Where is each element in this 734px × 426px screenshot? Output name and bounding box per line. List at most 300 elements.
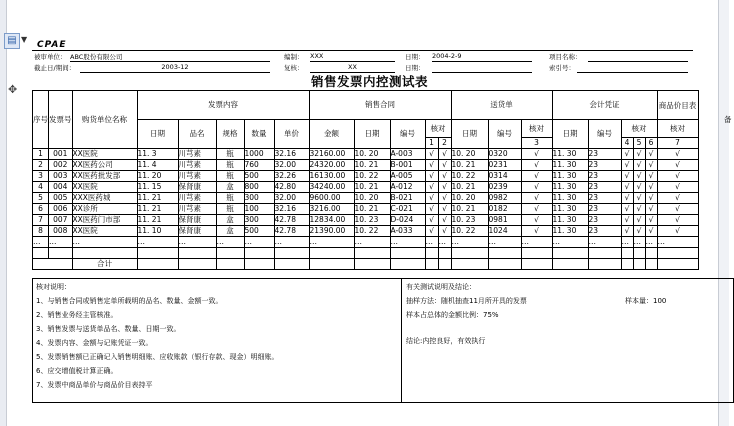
ellipsis-cell: … — [621, 237, 633, 248]
note-item: 3、销售发票与送货单品名、数量、日期一致。 — [36, 325, 181, 333]
sub-contract-no: 编号 — [390, 120, 425, 149]
table-cell: XX医药批发部 — [72, 171, 137, 182]
table-cell: √ — [425, 171, 438, 182]
date-label-2: 日期： — [405, 64, 425, 72]
table-cell: √ — [657, 149, 698, 160]
ellipsis-cell: … — [354, 237, 390, 248]
index-value — [577, 63, 688, 73]
table-cell: 6 — [33, 204, 49, 215]
table-cell: 1024 — [488, 226, 521, 237]
blank-cell — [178, 248, 216, 259]
table-cell: 32.00 — [274, 193, 309, 204]
preparer-value: XXX — [310, 52, 395, 62]
table-row — [33, 149, 699, 160]
table-cell: √ — [657, 182, 698, 193]
table-cell: √ — [657, 215, 698, 226]
table-cell: 10. 22 — [354, 226, 390, 237]
table-cell: 0231 — [488, 160, 521, 171]
table-cell: √ — [657, 204, 698, 215]
table-cell: √ — [425, 160, 438, 171]
table-cell: B-021 — [390, 193, 425, 204]
note-item: 1、与销售合同或销售定单所载明的品名、数量、金额一致。 — [36, 297, 223, 305]
ellipsis-row — [33, 237, 699, 248]
table-cell: 10. 21 — [354, 160, 390, 171]
table-cell: A-003 — [390, 149, 425, 160]
table-cell: 1000 — [244, 149, 274, 160]
table-cell: A-012 — [390, 182, 425, 193]
sub-voucher-check: 核对 — [621, 120, 657, 138]
blank-cell — [633, 259, 645, 270]
control-test-table — [32, 90, 699, 270]
table-cell: 800 — [244, 182, 274, 193]
table-cell: 23 — [588, 215, 621, 226]
table-row — [33, 204, 699, 215]
check-num-5: 5 — [633, 138, 645, 149]
table-cell: 11. 21 — [137, 215, 178, 226]
preparer-label: 编制： — [284, 53, 304, 61]
ellipsis-cell: … — [72, 237, 137, 248]
table-cell: XX医院 — [72, 182, 137, 193]
table-cell: √ — [425, 215, 438, 226]
table-cell: 7 — [33, 215, 49, 226]
table-cell: 32.00 — [274, 160, 309, 171]
ellipsis-cell: … — [438, 237, 451, 248]
table-move-handle-icon[interactable]: ✥ — [8, 83, 18, 96]
table-cell: XX医院 — [72, 226, 137, 237]
ellipsis-cell: … — [552, 237, 588, 248]
table-cell: 5 — [33, 193, 49, 204]
table-cell: √ — [621, 204, 633, 215]
ellipsis-cell: … — [633, 237, 645, 248]
blank-cell — [216, 248, 244, 259]
table-cell: XX医药门市部 — [72, 215, 137, 226]
table-cell: √ — [425, 226, 438, 237]
blank-cell — [633, 248, 645, 259]
table-cell: 11. 30 — [552, 193, 588, 204]
table-cell: 瓶 — [216, 160, 244, 171]
table-cell: √ — [438, 193, 451, 204]
blank-cell — [521, 248, 552, 259]
table-cell: 保肾康 — [178, 215, 216, 226]
blank-cell — [488, 248, 521, 259]
table-cell: √ — [425, 149, 438, 160]
blank-cell — [438, 248, 451, 259]
table-cell: 10. 21 — [451, 204, 488, 215]
group-price-list: 商品价目表 — [657, 91, 698, 120]
blank-cell — [274, 248, 309, 259]
table-row — [33, 182, 699, 193]
table-cell: 23 — [588, 193, 621, 204]
table-cell: √ — [657, 226, 698, 237]
blank-cell — [621, 248, 633, 259]
table-cell: 瓶 — [216, 193, 244, 204]
date-value-2 — [432, 63, 532, 73]
date-label-1: 日期： — [405, 53, 425, 61]
blank-cell — [178, 259, 216, 270]
table-cell: √ — [521, 193, 552, 204]
table-cell: 008 — [49, 226, 73, 237]
table-cell: 8 — [33, 226, 49, 237]
table-cell: 32160.00 — [309, 149, 354, 160]
note-item: 4、发票内容、金额与记账凭证一致。 — [36, 339, 153, 347]
ellipsis-cell: … — [244, 237, 274, 248]
blank-cell — [390, 248, 425, 259]
table-cell: 23 — [588, 182, 621, 193]
blank-cell — [244, 259, 274, 270]
table-cell: 0314 — [488, 171, 521, 182]
table-cell: √ — [645, 171, 657, 182]
blank-cell — [33, 259, 73, 270]
table-cell: √ — [657, 171, 698, 182]
table-cell: √ — [425, 182, 438, 193]
date-value-1: 2004-2-9 — [432, 52, 532, 62]
table-cell: 12834.00 — [309, 215, 354, 226]
table-cell: 002 — [49, 160, 73, 171]
check-num-1: 1 — [425, 138, 438, 149]
sub-name: 品名 — [178, 120, 216, 149]
sub-price-check: 核对 — [657, 120, 698, 138]
table-cell: √ — [521, 226, 552, 237]
document-page — [15, 0, 732, 426]
table-cell: 10. 22 — [354, 171, 390, 182]
table-cell: 川芎素 — [178, 193, 216, 204]
col-invoice-no: 发票号 — [49, 91, 73, 149]
table-cell: √ — [425, 204, 438, 215]
table-cell: 10. 20 — [354, 193, 390, 204]
sub-voucher-date: 日期 — [552, 120, 588, 149]
sub-amount: 金额 — [309, 120, 354, 149]
table-cell: 10. 22 — [451, 171, 488, 182]
sample-size: 样本量：100 — [625, 297, 667, 305]
table-cell: √ — [438, 226, 451, 237]
table-cell: 0182 — [488, 204, 521, 215]
blank-cell — [552, 259, 588, 270]
table-cell: √ — [633, 193, 645, 204]
ellipsis-cell: … — [274, 237, 309, 248]
table-cell: 川芎素 — [178, 204, 216, 215]
table-cell: 005 — [49, 193, 73, 204]
check-num-7: 7 — [657, 138, 698, 149]
table-cell: √ — [645, 160, 657, 171]
blank-cell — [552, 248, 588, 259]
col-remarks: 备 — [724, 115, 732, 124]
group-invoice-content: 发票内容 — [137, 91, 309, 120]
ellipsis-cell: … — [588, 237, 621, 248]
table-cell: √ — [645, 226, 657, 237]
notes-right-title: 有关测试说明及结论： — [406, 283, 476, 291]
table-cell: √ — [621, 182, 633, 193]
table-cell: 11. 30 — [552, 215, 588, 226]
table-cell: 2 — [33, 160, 49, 171]
blank-row — [33, 248, 699, 259]
table-cell: √ — [438, 171, 451, 182]
blank-cell — [33, 248, 49, 259]
table-cell: 34240.00 — [309, 182, 354, 193]
index-label: 索引号： — [549, 64, 575, 72]
table-cell: 0982 — [488, 193, 521, 204]
total-row — [33, 259, 699, 270]
table-row — [33, 193, 699, 204]
blank-cell — [657, 248, 698, 259]
table-cell: √ — [657, 193, 698, 204]
blank-cell — [354, 259, 390, 270]
table-cell: 瓶 — [216, 149, 244, 160]
table-cell: 32.16 — [274, 204, 309, 215]
table-cell: 23 — [588, 226, 621, 237]
table-cell: 001 — [49, 149, 73, 160]
firm-logo: CPAE — [37, 40, 67, 50]
table-row — [33, 226, 699, 237]
table-cell: 23 — [588, 149, 621, 160]
note-item: 2、销售业务经主管核准。 — [36, 311, 118, 319]
table-cell: 42.78 — [274, 226, 309, 237]
check-num-6: 6 — [645, 138, 657, 149]
ellipsis-cell: … — [33, 237, 49, 248]
conclusion: 结论:内控良好，有效执行 — [406, 337, 486, 345]
table-cell: √ — [633, 182, 645, 193]
table-cell: √ — [521, 171, 552, 182]
table-cell: 0320 — [488, 149, 521, 160]
table-cell: √ — [633, 149, 645, 160]
table-cell: XX医药公司 — [72, 160, 137, 171]
notes-left-title: 核对说明： — [36, 283, 71, 291]
table-cell: 保肾康 — [178, 226, 216, 237]
col-buyer: 购货单位名称 — [72, 91, 137, 149]
table-cell: 10. 21 — [451, 160, 488, 171]
paste-options-icon[interactable]: ▤ — [4, 33, 20, 49]
table-cell: 盒 — [216, 182, 244, 193]
table-cell: 4 — [33, 182, 49, 193]
sub-delivery-check: 核对 — [521, 120, 552, 138]
sub-price: 单价 — [274, 120, 309, 149]
period-label: 截止日/期间： — [34, 64, 76, 72]
table-cell: 11. 20 — [137, 171, 178, 182]
ellipsis-cell: … — [390, 237, 425, 248]
table-cell: XX医院 — [72, 149, 137, 160]
ellipsis-cell: … — [49, 237, 73, 248]
blank-cell — [244, 248, 274, 259]
table-cell: 11. 30 — [552, 204, 588, 215]
table-cell: √ — [621, 193, 633, 204]
sub-contract-date: 日期 — [354, 120, 390, 149]
table-cell: 0239 — [488, 182, 521, 193]
table-cell: 保肾康 — [178, 182, 216, 193]
blank-cell — [621, 259, 633, 270]
ellipsis-cell: … — [645, 237, 657, 248]
table-cell: 11. 3 — [137, 149, 178, 160]
blank-cell — [588, 248, 621, 259]
table-cell: 瓶 — [216, 204, 244, 215]
note-item: 7、发票中商品单价与商品价目表持平 — [36, 381, 153, 389]
blank-cell — [216, 259, 244, 270]
table-cell: 10. 21 — [354, 204, 390, 215]
table-cell: √ — [645, 215, 657, 226]
table-cell: √ — [633, 204, 645, 215]
sub-contract-check: 核对 — [425, 120, 451, 138]
sub-date: 日期 — [137, 120, 178, 149]
table-cell: √ — [621, 171, 633, 182]
unit-label: 被审单位： — [34, 53, 67, 61]
sub-delivery-no: 编号 — [488, 120, 521, 149]
blank-cell — [137, 259, 178, 270]
blank-cell — [72, 248, 137, 259]
table-cell: √ — [633, 160, 645, 171]
table-cell: D-024 — [390, 215, 425, 226]
table-cell: 23 — [588, 160, 621, 171]
table-cell: 004 — [49, 182, 73, 193]
blank-cell — [645, 259, 657, 270]
table-cell: 11. 15 — [137, 182, 178, 193]
table-cell: 11. 30 — [552, 160, 588, 171]
sub-qty: 数量 — [244, 120, 274, 149]
ellipsis-cell: … — [451, 237, 488, 248]
table-cell: 3 — [33, 171, 49, 182]
table-cell: 10. 20 — [451, 193, 488, 204]
reviewer-label: 复核： — [284, 64, 304, 72]
group-accounting-voucher: 会计凭证 — [552, 91, 657, 120]
sample-ratio: 样本占总体的金额比例：75% — [406, 311, 499, 319]
table-cell: 23 — [588, 171, 621, 182]
table-cell: 007 — [49, 215, 73, 226]
table-cell: √ — [621, 149, 633, 160]
blank-cell — [309, 259, 354, 270]
table-cell: 川芎素 — [178, 149, 216, 160]
blank-cell — [425, 259, 438, 270]
table-cell: 16130.00 — [309, 171, 354, 182]
blank-cell — [309, 248, 354, 259]
ellipsis-cell: … — [521, 237, 552, 248]
blank-cell — [451, 259, 488, 270]
table-cell: 11. 4 — [137, 160, 178, 171]
table-cell: A-005 — [390, 171, 425, 182]
period-value: 2003-12 — [80, 63, 270, 73]
table-cell: 3216.00 — [309, 204, 354, 215]
table-cell: 11. 30 — [552, 182, 588, 193]
table-cell: √ — [645, 193, 657, 204]
table-cell: 32.26 — [274, 171, 309, 182]
table-cell: 760 — [244, 160, 274, 171]
check-num-3: 3 — [521, 138, 552, 149]
table-cell: 10. 20 — [354, 149, 390, 160]
table-cell: 盒 — [216, 226, 244, 237]
left-ruler — [0, 0, 7, 426]
blank-cell — [49, 248, 73, 259]
table-cell: √ — [645, 149, 657, 160]
blank-cell — [521, 259, 552, 270]
table-cell: 10. 23 — [354, 215, 390, 226]
note-item: 5、发票销售额已正确记入销售明细账、应收账款（银行存款、现金）明细账。 — [36, 353, 279, 361]
check-num-4: 4 — [621, 138, 633, 149]
table-cell: 11. 10 — [137, 226, 178, 237]
blank-cell — [488, 259, 521, 270]
table-cell: 11. 30 — [552, 149, 588, 160]
table-cell: √ — [657, 160, 698, 171]
total-label: 合计 — [72, 259, 137, 270]
table-cell: √ — [438, 215, 451, 226]
ellipsis-cell: … — [178, 237, 216, 248]
table-cell: √ — [645, 182, 657, 193]
table-cell: 10. 21 — [354, 182, 390, 193]
notes-divider — [401, 279, 402, 402]
table-cell: XXX医药城 — [72, 193, 137, 204]
table-cell: 0981 — [488, 215, 521, 226]
note-item: 6、应交增值税计算正确。 — [36, 367, 118, 375]
table-cell: 23 — [588, 204, 621, 215]
table-cell: 500 — [244, 226, 274, 237]
table-row — [33, 160, 699, 171]
ellipsis-cell: … — [425, 237, 438, 248]
table-cell: √ — [438, 204, 451, 215]
table-cell: √ — [521, 149, 552, 160]
table-cell: 300 — [244, 193, 274, 204]
table-cell: 006 — [49, 204, 73, 215]
page-title: 销售发票内控测试表 — [311, 74, 429, 89]
table-cell: 川芎素 — [178, 160, 216, 171]
project-value — [588, 52, 688, 62]
blank-cell — [438, 259, 451, 270]
sampling-method: 抽样方法：随机抽查11月所开具的发票 — [406, 297, 527, 305]
table-cell: 11. 21 — [137, 193, 178, 204]
table-cell: 300 — [244, 215, 274, 226]
table-cell: A-033 — [390, 226, 425, 237]
table-cell: 21390.00 — [309, 226, 354, 237]
table-cell: 1 — [33, 149, 49, 160]
group-sales-contract: 销售合同 — [309, 91, 451, 120]
table-cell: B-001 — [390, 160, 425, 171]
table-cell: 10. 21 — [451, 182, 488, 193]
blank-cell — [274, 259, 309, 270]
notes-section — [32, 278, 734, 403]
blank-cell — [425, 248, 438, 259]
table-cell: 003 — [49, 171, 73, 182]
table-cell: √ — [633, 215, 645, 226]
table-cell: 24320.00 — [309, 160, 354, 171]
table-cell: 10. 23 — [451, 215, 488, 226]
blank-cell — [354, 248, 390, 259]
chevron-down-icon[interactable]: ▼ — [21, 35, 28, 44]
table-cell: 42.80 — [274, 182, 309, 193]
table-cell: √ — [645, 204, 657, 215]
table-row — [33, 215, 699, 226]
table-cell: √ — [438, 149, 451, 160]
ellipsis-cell: … — [488, 237, 521, 248]
table-cell: √ — [521, 204, 552, 215]
table-cell: 川芎素 — [178, 171, 216, 182]
sub-voucher-no: 编号 — [588, 120, 621, 149]
table-cell: 10. 20 — [451, 149, 488, 160]
table-cell: √ — [633, 171, 645, 182]
table-cell: 11. 30 — [552, 226, 588, 237]
table-cell: C-021 — [390, 204, 425, 215]
group-delivery-note: 送货单 — [451, 91, 552, 120]
table-cell: √ — [621, 215, 633, 226]
table-cell: XX诊所 — [72, 204, 137, 215]
col-seq: 序号 — [33, 91, 49, 149]
table-cell: 盒 — [216, 215, 244, 226]
table-row — [33, 171, 699, 182]
table-cell: √ — [621, 160, 633, 171]
blank-cell — [137, 248, 178, 259]
table-cell: √ — [521, 215, 552, 226]
table-cell: 42.78 — [274, 215, 309, 226]
table-cell: √ — [621, 226, 633, 237]
blank-cell — [645, 248, 657, 259]
blank-cell — [451, 248, 488, 259]
ellipsis-cell: … — [309, 237, 354, 248]
table-cell: 瓶 — [216, 171, 244, 182]
sub-spec: 规格 — [216, 120, 244, 149]
ellipsis-cell: … — [216, 237, 244, 248]
